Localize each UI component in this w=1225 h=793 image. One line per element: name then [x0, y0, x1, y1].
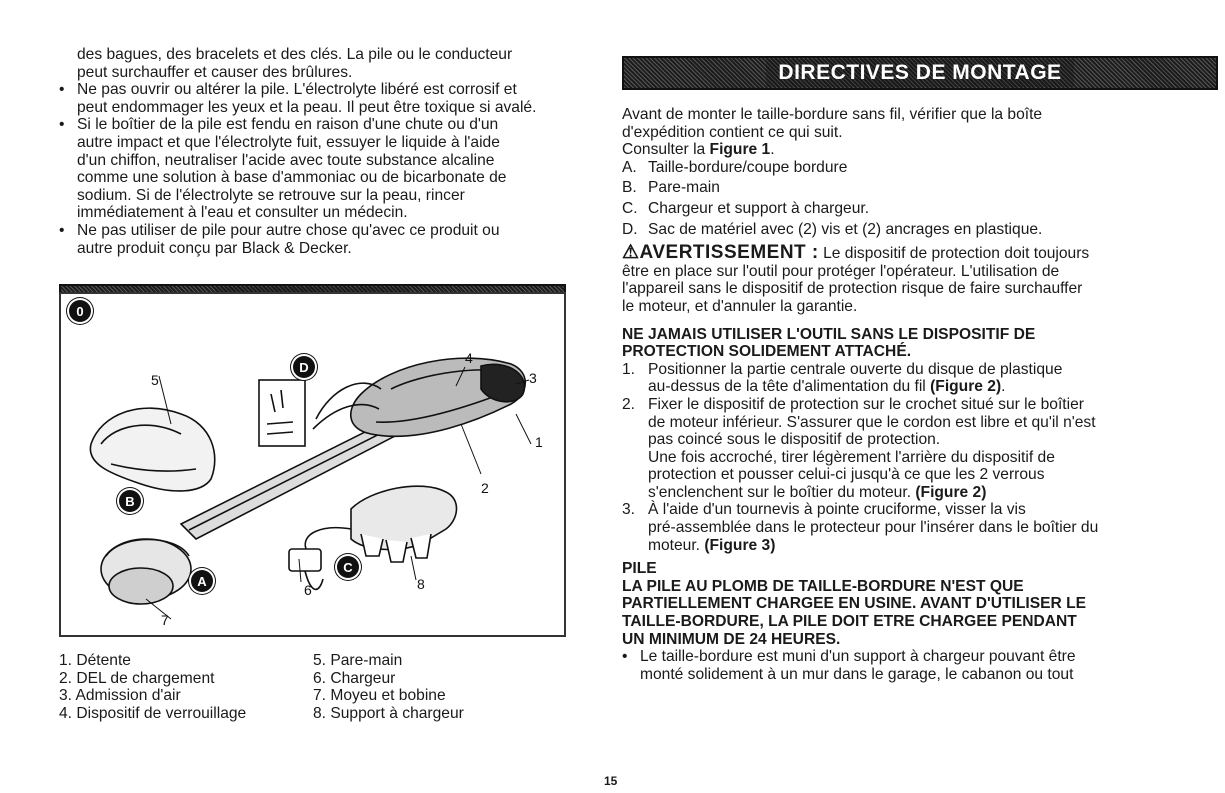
montage-banner: DIRECTIVES DE MONTAGE: [622, 56, 1218, 90]
left-column: [59, 46, 571, 257]
safety-bullet: • Si le boîtier de la pile est fendu en raison d'une chute ou d'un autre impact et que l'électrolyte fuit, essuyer le liquide à l'aide d'un chiffon, neutraliser l'acide avec toute substance alcaline comme une solution à base d'ammoniac ou de bicarbonate de sodium. Si de l'électrolyte se retrouve sur la peau, rincer immédiatement à l'eau et consulter un médecin.: [59, 116, 571, 222]
pile-warning-line: PARTIELLEMENT CHARGEE EN USINE. AVANT D'UTILISER LE: [622, 595, 1087, 613]
pile-heading: PILE: [622, 560, 657, 578]
components-figure: [59, 292, 566, 637]
callout-d: D: [293, 356, 315, 378]
parts-list-item: 3. Admission d'air: [59, 687, 181, 705]
parts-list-item: 7. Moyeu et bobine: [313, 687, 446, 705]
callout-c: C: [337, 556, 359, 578]
pile-bullet: • Le taille-bordure est muni d'un support à chargeur pouvant être monté solidement à un mur dans le garage, le cabanon ou tout: [622, 648, 1222, 683]
step-3: 3. À l'aide d'un tournevis à pointe cruciforme, visser la vis pré-assemblée dans le protecteur pour l'insérer dans le boîtier du moteur. (Figure 3): [622, 501, 1099, 554]
label-3: 3: [529, 370, 537, 386]
label-1: 1: [535, 434, 543, 450]
label-4: 4: [465, 350, 473, 366]
contents-item: B. Pare-main: [622, 179, 720, 197]
right-column: [622, 106, 1222, 683]
contents-item: A. Taille-bordure/coupe bordure: [622, 158, 848, 176]
figure-number-callout: 0: [69, 300, 91, 322]
intro-line: Avant de monter le taille-bordure sans fil, vérifier que la boîte: [622, 106, 1043, 123]
parts-list-item: 6. Chargeur: [313, 669, 396, 687]
label-7: 7: [161, 612, 169, 628]
parts-list-col1: [59, 652, 246, 722]
trimmer-illustration: [61, 294, 566, 637]
label-5: 5: [151, 372, 159, 388]
label-2: 2: [481, 480, 489, 496]
step-1: 1. Positionner la partie centrale ouverte du disque de plastique au-dessus de la tête d'alimentation du fil (Figure 2).: [622, 360, 1063, 396]
label-6: 6: [304, 582, 312, 598]
consult-line: Consulter la Figure 1.: [622, 141, 775, 159]
pile-warning-line: UN MINIMUM DE 24 HEURES.: [622, 630, 841, 648]
warning-block: ⚠AVERTISSEMENT : Le dispositif de protection doit toujours être en place sur l'outil pour protéger l'opérateur. L'utilisation de l'appareil sans le dispositif de protection risque de faire surchauffer le moteur, et d'annuler la garantie.: [622, 242, 1090, 315]
page-number: 15: [604, 774, 618, 788]
intro-line: peut surchauffer et causer des brûlures.: [77, 63, 353, 81]
parts-list-item: 2. DEL de chargement: [59, 669, 215, 687]
warning-icon: ⚠: [622, 242, 640, 264]
pile-warning-line: LA PILE AU PLOMB DE TAILLE-BORDURE N'EST QUE: [622, 577, 1024, 595]
warning-title: AVERTISSEMENT :: [639, 242, 819, 264]
contents-item: C. Chargeur et support à chargeur.: [622, 199, 870, 217]
parts-list-item: 8. Support à chargeur: [313, 704, 464, 722]
parts-list-item: 1. Détente: [59, 652, 131, 669]
callout-a: A: [191, 570, 213, 592]
label-8: 8: [417, 576, 425, 592]
intro-line: des bagues, des bracelets et des clés. La pile ou le conducteur: [77, 46, 513, 63]
parts-list-col2: [313, 652, 464, 722]
pile-warning-line: TAILLE-BORDURE, LA PILE DOIT ETRE CHARGEE PENDANT: [622, 613, 1077, 631]
intro-line: d'expédition contient ce qui suit.: [622, 123, 843, 141]
callout-b: B: [119, 490, 141, 512]
step-2: 2. Fixer le dispositif de protection sur le crochet situé sur le boîtier de moteur inférieur. S'assurer que le cordon est libre et qu'il n'est pas coincé sous le dispositif de protection. Une fois accroché, tirer légèrement l'arrière du dispositif de protection et pousser celui-ci jusqu'à ce que les 2 verrous s'enclenchent sur le boîtier du moteur. (Figure 2): [622, 395, 1096, 501]
contents-item: D. Sac de matériel avec (2) vis et (2) ancrages en plastique.: [622, 220, 1043, 238]
safety-bullet: • Ne pas ouvrir ou altérer la pile. L'électrolyte libéré est corrosif et peut endommager les yeux et la peau. Il peut être toxique si avalé.: [59, 81, 571, 116]
intro-continuation: [59, 46, 571, 81]
safety-bullet: • Ne pas utiliser de pile pour autre chose qu'avec ce produit ou autre produit conçu par Black & Decker.: [59, 222, 571, 257]
parts-list-item: 5. Pare-main: [313, 652, 403, 669]
caution-heading: NE JAMAIS UTILISER L'OUTIL SANS LE DISPOSITIF DE PROTECTION SOLIDEMENT ATTACHÉ.: [622, 325, 1036, 361]
parts-list-item: 4. Dispositif de verrouillage: [59, 704, 247, 722]
